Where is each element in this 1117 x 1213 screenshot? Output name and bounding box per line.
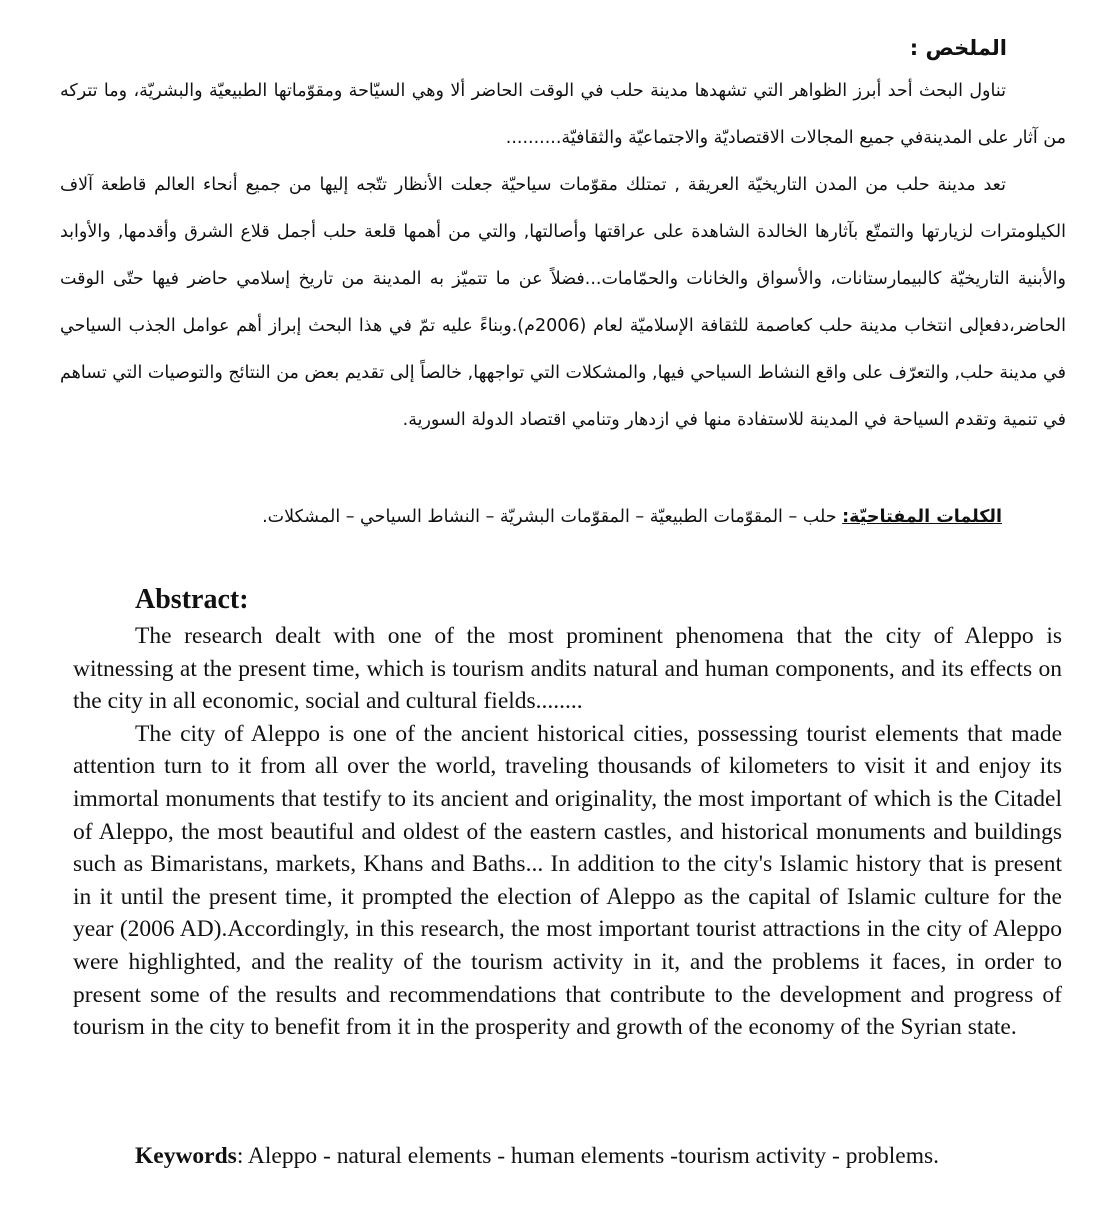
- arabic-keywords-text: حلب – المقوّمات الطبيعيّة – المقوّمات البشريّة – النشاط السياحي – المشكلات.: [262, 507, 843, 527]
- english-keywords-text: : Aleppo - natural elements - human elements -tourism activity - problems.: [236, 1143, 940, 1169]
- english-keywords-label: Keywords: [135, 1143, 237, 1169]
- arabic-paragraph-2: تعد مدينة حلب من المدن التاريخيّة العريقة , تمتلك مقوّمات سياحيّة جعلت الأنظار تتّجه إليها من جميع أنحاء العالم قاطعة آلاف الكيلومترات لزيارتها والتمتّع بآثارها الخالدة الشاهدة على عراقتها وأصالتها, والتي من أهمها قلعة حلب أجمل قلاع الشرق وأقدمها, والأوابد والأبنية التاريخيّة كالبيمارستانات، والأسواق والخانات والحمّامات...فضلاً عن ما تتميّز به المدينة من تاريخ إسلامي حاضر فيها حتّى الوقت الحاضر،دفعإلى انتخاب مدينة حلب كعاصمة للثقافة الإسلاميّة لعام (2006م).وبناءً عليه تمّ في هذا البحث إبراز أهم عوامل الجذب السياحي في مدينة حلب, والتعرّف على واقع النشاط السياحي فيها, والمشكلات التي تواجهها, خالصاً إلى تقديم بعض من النتائج والتوصيات التي تساهم في تنمية وتقدم السياحة في المدينة للاستفادة منها في ازدهار وتنامي اقتصاد الدولة السورية.: [60, 175, 1066, 430]
- english-abstract-body: [73, 620, 1062, 1044]
- arabic-abstract-body: [60, 68, 1066, 444]
- english-keywords: [135, 1138, 939, 1174]
- english-paragraph-1: The research dealt with one of the most prominent phenomena that the city of Aleppo is witnessing at the present time, which is tourism andits natural and human components, and its effects on the city in all economic, social and cultural fields........: [73, 623, 1062, 715]
- english-paragraph-2: The city of Aleppo is one of the ancient historical cities, possessing tourist elements that made attention turn to it from all over the world, traveling thousands of kilometers to visit it and enjoy its immortal monuments that testify to its ancient and originality, the most important of which is the Citadel of Aleppo, the most beautiful and oldest of the eastern castles, and historical monuments and buildings such as Bimaristans, markets, Khans and Baths... In addition to the city's Islamic history that is present in it until the present time, it prompted the election of Aleppo as the capital of Islamic culture for the year (2006 AD).Accordingly, in this research, the most important tourist attractions in the city of Aleppo were highlighted, and the reality of the tourism activity in it, and the problems it faces, in order to present some of the results and recommendations that contribute to the development and progress of tourism in the city to benefit from it in the prosperity and growth of the economy of the Syrian state.: [73, 720, 1062, 1041]
- arabic-keywords: [262, 497, 1002, 537]
- english-abstract-title: Abstract:: [135, 584, 249, 615]
- arabic-abstract-title: الملخص :: [909, 36, 1007, 60]
- arabic-paragraph-1: تناول البحث أحد أبرز الظواهر التي تشهدها مدينة حلب في الوقت الحاضر ألا وهي السيّاحة ومقوّماتها الطبيعيّة والبشريّة، وما تتركه من آثار على المدينةفي جميع المجالات الاقتصاديّة والاجتماعيّة والثقافيّة..........: [60, 81, 1066, 148]
- arabic-keywords-label: الكلمات المفتاحيّة:: [842, 507, 1002, 527]
